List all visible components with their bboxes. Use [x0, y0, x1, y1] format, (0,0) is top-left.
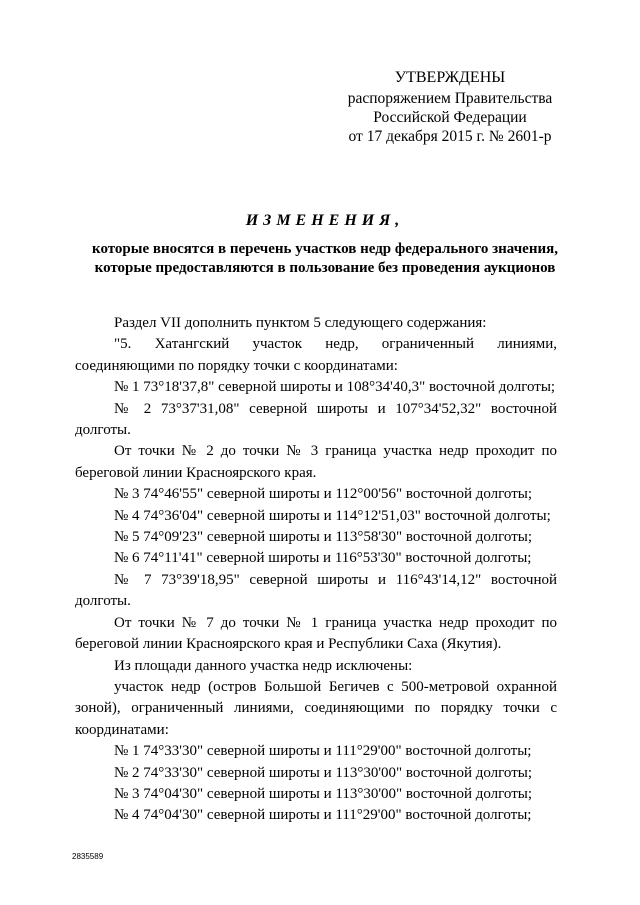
- coordinate-point-2: № 2 73°37'31,08" северной широты и 107°34'52,32" восточной долготы.: [75, 400, 557, 439]
- approval-line-3: от 17 декабря 2015 г. № 2601-р: [348, 128, 552, 145]
- document-title: ИЗМЕНЕНИЯ,: [245, 212, 405, 229]
- paragraph-boundary-2-3: От точки № 2 до точки № 3 граница участка недр проходит по береговой линии Красноярского края.: [75, 443, 557, 481]
- excluded-point-3: № 3 74°04'30" северной широты и 113°30'00" восточной долготы;: [114, 785, 533, 802]
- approval-line-2: Российской Федерации: [373, 109, 527, 126]
- excluded-point-4: № 4 74°04'30" северной широты и 111°29'00" восточной долготы;: [114, 807, 532, 824]
- excluded-point-1: № 1 74°33'30" северной широты и 111°29'00" восточной долготы;: [114, 743, 532, 760]
- coordinate-point-1: № 1 73°18'37,8" северной широты и 108°34'40,3" восточной долготы;: [114, 379, 556, 396]
- coordinate-point-3: № 3 74°46'55" северной широты и 112°00'56" восточной долготы;: [114, 486, 533, 503]
- paragraph-exclusions: Из площади данного участка недр исключены:: [114, 657, 413, 674]
- paragraph-section-intro: Раздел VII дополнить пунктом 5 следующего содержания:: [114, 315, 487, 331]
- subtitle-line-2: которые предоставляются в пользование без проведения аукционов: [94, 260, 556, 276]
- approval-line-1: распоряжением Правительства: [347, 90, 553, 107]
- coordinate-point-7: № 7 73°39'18,95" северной широты и 116°43'14,12" восточной долготы.: [75, 571, 557, 610]
- document-subtitle: [60, 240, 590, 278]
- document-number: 2835589: [72, 852, 104, 861]
- coordinate-point-4: № 4 74°36'04" северной широты и 114°12'51,03" восточной долготы;: [114, 507, 551, 524]
- document-body: [75, 313, 557, 827]
- subtitle-line-1: которые вносятся в перечень участков недр федерального значения,: [92, 241, 558, 257]
- coordinate-point-6: № 6 74°11'41" северной широты и 116°53'30" восточной долготы;: [114, 550, 532, 567]
- paragraph-area-description: "5. Хатангский участок недр, ограниченный линиями, соединяющими по порядку точки с координатами:: [75, 336, 557, 374]
- paragraph-boundary-7-1: От точки № 7 до точки № 1 граница участка недр проходит по береговой линии Красноярского края и Республики Саха (Якутия).: [75, 614, 557, 653]
- approval-block: [330, 68, 570, 146]
- paragraph-excluded-area: участок недр (остров Большой Бегичев с 500-метровой охранной зоной), ограниченный линиями, соединяющими по порядку точки с координатами:: [75, 678, 557, 738]
- approval-heading: УТВЕРЖДЕНЫ: [394, 69, 506, 86]
- coordinate-point-5: № 5 74°09'23" северной широты и 113°58'30" восточной долготы;: [114, 529, 533, 546]
- excluded-point-2: № 2 74°33'30" северной широты и 113°30'00" восточной долготы;: [114, 764, 533, 781]
